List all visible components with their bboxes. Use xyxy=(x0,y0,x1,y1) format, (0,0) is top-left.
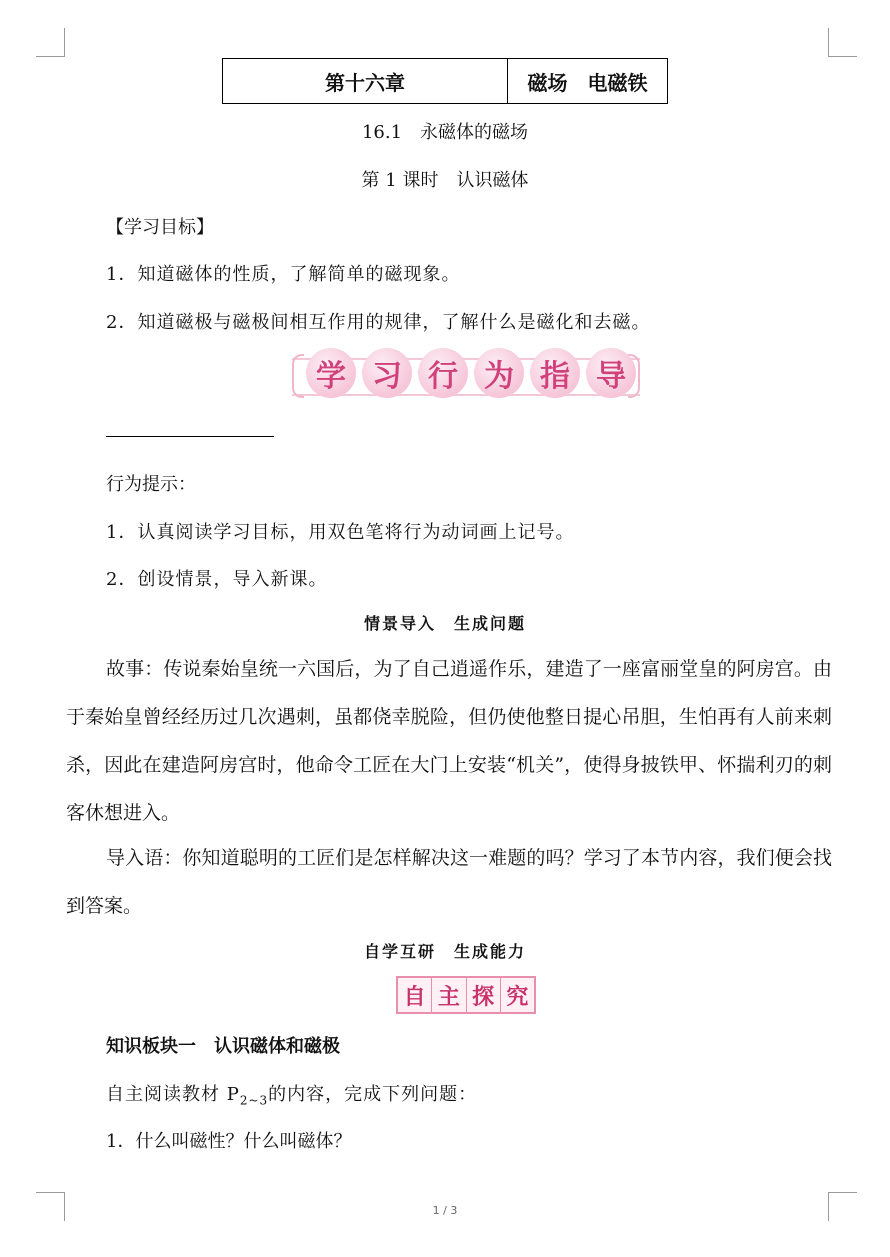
banner-char: 习 xyxy=(362,348,412,398)
intro-heading: 情景导入 生成问题 xyxy=(363,614,526,633)
question-1: 1．什么叫磁性？什么叫磁体？ xyxy=(106,1131,352,1152)
objective-item: 2．知道磁极与磁极间相互作用的规律，了解什么是磁化和去磁。 xyxy=(106,312,651,333)
crop-mark-top-left xyxy=(36,28,65,57)
module-title: 知识板块一 认识磁体和磁极 xyxy=(106,1036,340,1057)
page-number: 1 / 3 xyxy=(432,1204,458,1217)
crop-mark-top-right xyxy=(828,28,857,57)
banner-char: 行 xyxy=(418,348,468,398)
objective-item: 1．知道磁体的性质，了解简单的磁现象。 xyxy=(106,264,461,285)
banner-char: 为 xyxy=(474,348,524,398)
study-guide-banner xyxy=(292,344,640,410)
story-paragraph: 故事：传说秦始皇统一六国后，为了自己逍遥作乐，建造了一座富丽堂皇的阿房宫。由于秦始皇曾经经历过几次遇刺，虽都侥幸脱险，但仍使他整日提心吊胆，生怕再有人前来刺杀，因此在建造阿房宫时，他命令工匠在大门上安装“机关”，使得身披铁甲、怀揣利刃的刺客休想进入。 xyxy=(66,658,832,824)
self-study-heading: 自学互研 生成能力 xyxy=(363,942,526,961)
lead-in-paragraph: 导入语：你知道聪明的工匠们是怎样解决这一难题的吗？学习了本节内容，我们便会找到答案。 xyxy=(66,847,832,917)
objectives-heading: 【学习目标】 xyxy=(106,217,214,238)
tag-char: 究 xyxy=(506,984,529,1010)
section-title: 16.1 永磁体的磁场 xyxy=(361,122,529,143)
chapter-header-box xyxy=(222,58,668,104)
behavior-heading: 行为提示： xyxy=(106,474,196,495)
explore-tag xyxy=(396,976,536,1014)
behavior-item: 1．认真阅读学习目标，用双色笔将行为动词画上记号。 xyxy=(106,522,575,543)
chapter-number: 第十六章 xyxy=(223,59,508,103)
lesson-title: 第 1 课时 认识磁体 xyxy=(361,170,529,191)
blank-underline xyxy=(106,436,274,437)
tag-char: 探 xyxy=(467,978,501,1012)
banner-char: 指 xyxy=(530,348,580,398)
behavior-item: 2．创设情景，导入新课。 xyxy=(106,569,328,590)
banner-char: 学 xyxy=(306,348,356,398)
module-instruction: 自主阅读教材 $P_{2\sim 3}$的内容，完成下列问题： xyxy=(106,1084,478,1108)
tag-char: 自 xyxy=(398,978,432,1012)
chapter-topic: 磁场 电磁铁 xyxy=(527,70,648,95)
tag-char: 主 xyxy=(432,978,466,1012)
banner-char: 导 xyxy=(586,348,636,398)
